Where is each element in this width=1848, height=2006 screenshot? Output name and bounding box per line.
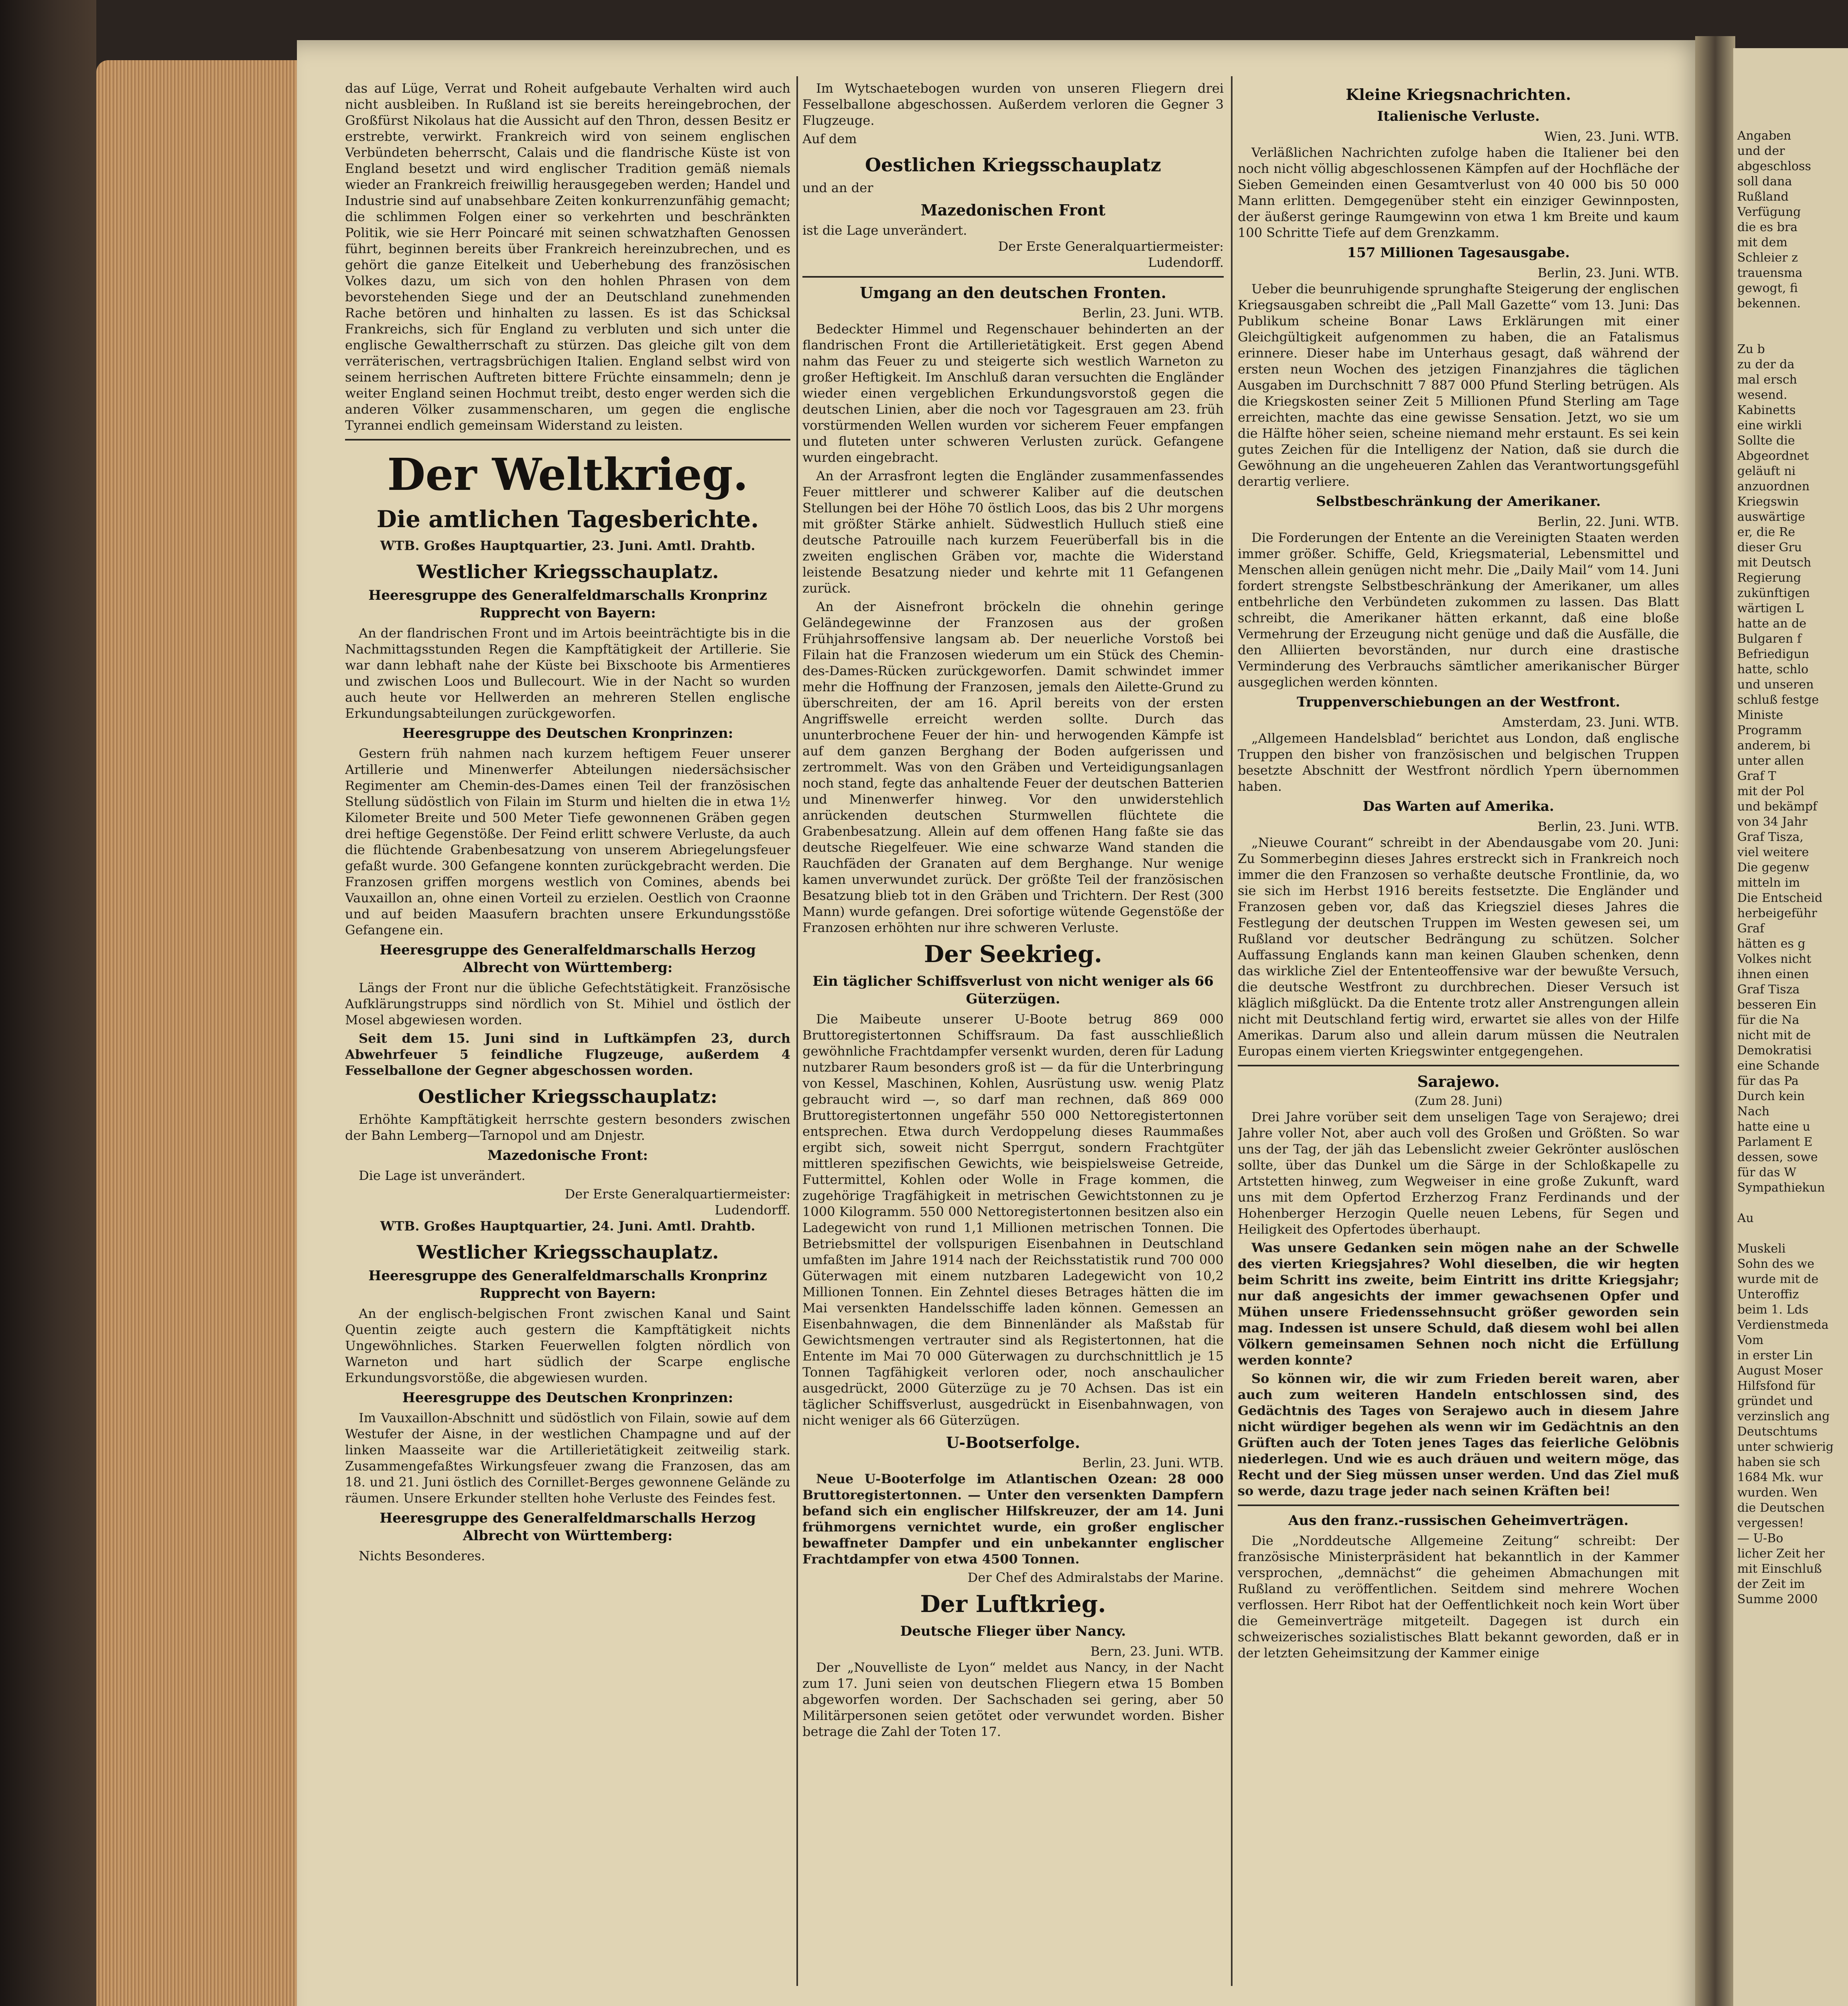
facing-page-line: nicht mit de bbox=[1737, 1028, 1811, 1042]
facing-page-line: wurden. Wen bbox=[1737, 1486, 1818, 1500]
facing-page-line: mitteln im bbox=[1737, 876, 1800, 890]
facing-page-line bbox=[1737, 327, 1834, 342]
report-paragraph: Längs der Front nur die übliche Gefechtstätigkeit. Französische Aufklärungstrupps sind nördlich von St. Mihiel und östlich der Mosel abgewiesen worden. bbox=[345, 980, 790, 1027]
report-paragraph: Im Wytschaetebogen wurden von unseren Fliegern drei Fesselballone abgeschossen. Außerdem verloren die Gegner 3 Flugzeuge. bbox=[802, 81, 1224, 128]
facing-page-line: in erster Lin bbox=[1737, 1348, 1813, 1362]
bold-report: Seit dem 15. Juni sind in Luftkämpfen 23, durch Abwehrfeuer 5 feindliche Flugzeuge, außerdem 4 Fesselballone der Gegner abgeschossen worden. bbox=[345, 1031, 790, 1078]
article-paragraph: Bedeckter Himmel und Regenschauer behinderten an der flandrischen Front die Artillerietätigkeit. Erst gegen Abend nahm das Feuer zu und steigerte sich westlich Warneton zu großer Heftigkeit. Im Anschluß daran versuchten die Engländer wieder einen vergeblichen Erkundungsvorstoß gegen die deutschen Linien, aber die noch vor Tagesgrauen am 23. früh vorstürmenden Wellen wurden vor sicherem Feuer empfangen und fluteten unter schweren Verlusten zurück. Gefangene wurden eingebracht. bbox=[802, 321, 1224, 465]
subheadline: Ein täglicher Schiffsverlust von nicht weniger als 66 Güterzügen. bbox=[812, 973, 1214, 1007]
facing-page-line: Durch kein bbox=[1737, 1089, 1805, 1103]
facing-page-line: Au bbox=[1737, 1211, 1754, 1225]
facing-page-line: die Deutschen bbox=[1737, 1501, 1825, 1515]
dateline: Bern, 23. Juni. WTB. bbox=[1090, 1644, 1224, 1659]
facing-page-line: Graf Tisza bbox=[1737, 983, 1800, 997]
headline-seekrieg: Der Seekrieg. bbox=[924, 940, 1103, 968]
article-paragraph: Drei Jahre vorüber seit dem unseligen Tage von Serajewo; drei Jahre voller Not, aber auch voll des Großen und Größten. So war uns der Tag, der jäh das Lebenslicht zweier Gekrönter auslöschen sollte, über das Dunkel um die Särge in der Schloßkapelle zu Artstetten hinweg, zum Wegweiser in eine große Zukunft, ward uns mit dem Opfertod Erzherzog Franz Ferdinands und der Hohenberger Herzogin Quelle neuen Lebens, für Segen und Heiligkeit des Opfertodes überhaupt. bbox=[1238, 1109, 1679, 1237]
army-group-heading: Heeresgruppe des Generalfeldmarschalls Herzog Albrecht von Württemberg: bbox=[380, 1510, 756, 1544]
facing-page-line: und der bbox=[1737, 144, 1785, 158]
article-heading: Italienische Verluste. bbox=[1377, 108, 1540, 124]
facing-page-line: wesend. bbox=[1737, 388, 1787, 402]
facing-page-line bbox=[1737, 1196, 1834, 1211]
facing-page-line: für das Pa bbox=[1737, 1074, 1799, 1088]
report-paragraph: Nichts Besonderes. bbox=[359, 1548, 485, 1563]
facing-page-line: Hilfsfond für bbox=[1737, 1379, 1815, 1393]
facing-page-line: hatte an de bbox=[1737, 617, 1807, 631]
facing-page-line: anderem, bi bbox=[1737, 739, 1811, 753]
facing-page-line: unter allen bbox=[1737, 754, 1804, 768]
facing-page-line: bekennen. bbox=[1737, 296, 1801, 311]
facing-page-line: August Moser bbox=[1737, 1364, 1823, 1378]
facing-page-line: Die gegenw bbox=[1737, 861, 1809, 875]
dateline: Wien, 23. Juni. WTB. bbox=[1544, 129, 1679, 144]
facing-page-line: er, die Re bbox=[1737, 525, 1795, 539]
facing-page-line: wurde mit de bbox=[1737, 1272, 1819, 1286]
dateline: WTB. Großes Hauptquartier, 23. Juni. Amtl. Drahtb. bbox=[380, 538, 755, 553]
facing-page-line bbox=[1737, 1226, 1834, 1241]
facing-page-line: verzinslich ang bbox=[1737, 1409, 1830, 1423]
article-subtitle: (Zum 28. Juni) bbox=[1414, 1094, 1503, 1108]
section-heading: Kleine Kriegsnachrichten. bbox=[1346, 85, 1571, 104]
facing-page-line: Bulgaren f bbox=[1737, 632, 1802, 646]
facing-page-line: ihnen einen bbox=[1737, 967, 1809, 981]
facing-page-line: licher Zeit her bbox=[1737, 1547, 1825, 1561]
facing-page-line: Kabinetts bbox=[1737, 403, 1796, 417]
signature-name: Ludendorff. bbox=[715, 1202, 790, 1218]
page-edges bbox=[96, 60, 297, 2006]
facing-page-line: und unseren bbox=[1737, 678, 1814, 692]
signature-name: Ludendorff. bbox=[1148, 255, 1224, 270]
text-line: und an der bbox=[802, 180, 873, 195]
facing-page-line: abgeschloss bbox=[1737, 159, 1811, 173]
article-paragraph: Ueber die beunruhigende sprunghafte Steigerung der englischen Kriegsausgaben schreibt die „Pall Mall Gazette“ vom 13. Juni: Das Publikum scheine Bonar Laws Erklärungen mit einer Gleichgültigkeit aufgenommen zu haben, die an Fatalismus erinnere. Dieser habe im Unterhaus gesagt, daß während der ersten neun Wochen des jetzigen Finanzjahres die täglichen Ausgaben im Durchschnitt 7 887 000 Pfund Sterling betrügen. Als die Kriegskosten seiner Zeit 5 Millionen Pfund Sterling am Tage erreichten, machte das eine gewisse Sensation. Jetzt, wo sie um die Hälfte höher seien, scheine niemand mehr erstaunt. Es sei kein gutes Zeichen für die Intelligenz der Nation, daß sie durch die Gewöhnung an die ungeheueren Zahlen das Verantwortungsgefühl derartig verliere. bbox=[1238, 281, 1679, 489]
facing-page-line: vergessen! bbox=[1737, 1516, 1804, 1530]
article-heading: 157 Millionen Tagesausgabe. bbox=[1347, 245, 1570, 261]
facing-page-line: Volkes nicht bbox=[1737, 952, 1811, 966]
facing-page-line: Graf T bbox=[1737, 769, 1776, 783]
facing-page-line: Ministe bbox=[1737, 708, 1783, 722]
facing-page-line: beim 1. Lds bbox=[1737, 1303, 1809, 1317]
signature-title: Der Erste Generalquartiermeister: bbox=[998, 239, 1224, 254]
front-heading: Mazedonischen Front bbox=[920, 201, 1106, 219]
divider bbox=[345, 439, 790, 441]
army-group-heading: Heeresgruppe des Deutschen Kronprinzen: bbox=[402, 1390, 733, 1406]
facing-page-line: Verfügung bbox=[1737, 205, 1801, 219]
facing-page-line: von 34 Jahr bbox=[1737, 815, 1808, 829]
dateline: Berlin, 23. Juni. WTB. bbox=[1537, 265, 1679, 280]
facing-page-line: eine Schande bbox=[1737, 1059, 1820, 1073]
facing-page-line: Sollte die bbox=[1737, 434, 1795, 448]
headline-weltkrieg: Der Weltkrieg. bbox=[387, 449, 748, 500]
report-paragraph: Gestern früh nahmen nach kurzem heftigem Feuer unserer Artillerie und Minenwerfer Abteilungen niedersächsischer Regimenter am Chemin-des-Dames einen Teil der französischen Stellung südöstlich von Filain im Sturm und hielten die in etwa 1½ Kilometer Breite und 500 Meter Tiefe gewonnenen Gräben gegen drei heftige Gegenstöße. Der Feind erlitt schwere Verluste, da auch die flüchtende Grabenbesatzung von unserem Abriegelungsfeuer gefaßt wurde. 300 Gefangene konnten zurückgebracht werden. Die Franzosen griffen morgens westlich von Comines, abends bei Vauxaillon an, ohne einen Vorteil zu erzielen. Oestlich von Craonne und auf beiden Maasufern brachten unsere Erkundungsstöße Gefangene ein. bbox=[345, 746, 790, 938]
front-heading: Mazedonische Front: bbox=[487, 1147, 648, 1163]
facing-page-line: zu der da bbox=[1737, 357, 1795, 372]
column-3 bbox=[1238, 80, 1679, 2006]
facing-page-line: schluß festge bbox=[1737, 693, 1819, 707]
facing-page-line: — U-Bo bbox=[1737, 1531, 1783, 1545]
facing-page-line: soll dana bbox=[1737, 175, 1792, 189]
facing-page-line: gründet und bbox=[1737, 1394, 1813, 1408]
article-paragraph: Die Forderungen der Entente an die Vereinigten Staaten werden immer größer. Schiffe, Geld, Kriegsmaterial, Lebensmittel und Menschen allein genügen nicht mehr. Die „Daily Mail“ vom 14. Juni fordert strengste Selbstbeschränkung der Amerikaner, um alles entbehrliche den Verbündeten zukommen zu lassen. Das Blatt schreibt, die Amerikaner hätten erkannt, daß eine bloße Vermehrung der Erzeugung nicht genüge und daß die Ausfälle, die den Alliierten bevorständen, nur durch eine drastische Verminderung des Verbrauchs sämtlicher amerikanischer Bürger ausgeglichen werden könnten. bbox=[1238, 530, 1679, 690]
facing-page-line: wärtigen L bbox=[1737, 601, 1804, 615]
article-heading: Aus den franz.-russischen Geheimverträgen. bbox=[1288, 1513, 1629, 1529]
army-group-heading: Heeresgruppe des Generalfeldmarschalls Herzog Albrecht von Württemberg: bbox=[380, 942, 756, 976]
article-paragraph: „Allgemeen Handelsblad“ berichtet aus London, daß englische Truppen den bisher von französischen und belgischen Truppen besetzte Abschnitt der Westfront nördlich Ypern übernommen haben. bbox=[1238, 731, 1679, 794]
column-rule bbox=[1231, 76, 1233, 1986]
facing-page-line: Verdienstmeda bbox=[1737, 1318, 1829, 1332]
facing-page-line: mit der Pol bbox=[1737, 784, 1805, 798]
section-heading: Westlicher Kriegsschauplatz. bbox=[416, 1241, 719, 1263]
facing-page-line: Die Entscheid bbox=[1737, 891, 1823, 905]
facing-page-line: Graf bbox=[1737, 922, 1765, 936]
facing-page-line: mit dem bbox=[1737, 236, 1788, 250]
facing-page-line: unter schwierig bbox=[1737, 1440, 1834, 1454]
report-paragraph: An der flandrischen Front und im Artois beeinträchtigte bis in die Nachmittagsstunden Regen die Kampftätigkeit der Artillerie. Sie war dann lebhaft nahe der Küste bei Bixschoote bis Armentieres und zwischen Loos und Bullecourt. Wie in der Nacht so wurden auch heute vor Hellwerden an mehreren Stellen englische Erkundungsabteilungen zurückgeworfen. bbox=[345, 625, 790, 721]
subheadline: Deutsche Flieger über Nancy. bbox=[900, 1623, 1126, 1639]
facing-page-line: 1684 Mk. wur bbox=[1737, 1470, 1823, 1484]
facing-page-line: der Zeit im bbox=[1737, 1577, 1805, 1591]
article-paragraph: Neue U-Booterfolge im Atlantischen Ozean: 28 000 Bruttoregistertonnen. — Unter den versenkten Dampfern befand sich ein englischer Hilfskreuzer, der am 14. Juni frühmorgens vernichtet wurde, ein großer englischer bewaffneter Dampfer und ein unbekannter englischer Frachtdampfer von etwa 4500 Tonnen. bbox=[802, 1471, 1224, 1567]
divider bbox=[802, 276, 1224, 278]
facing-page-line: haben sie sch bbox=[1737, 1455, 1820, 1469]
intro-paragraph: das auf Lüge, Verrat und Roheit aufgebaute Verhalten wird auch nicht ausbleiben. In Rußland ist sie bereits hereingebrochen, der Großfürst Nikolaus hat die Aussicht auf den Thron, dessen Besitz er erstrebte, verwirkt. Frankreich wird von seinem englischen Verbündeten beherrscht, Calais und die flandrische Küste ist von England besetzt und wird englischer Tradition gemäß niemals wieder an Frankreich freiwillig herausgegeben werden; Handel und Industrie sind auf unabsehbare Zeiten konkurrenzunfähig gemacht; die schlimmen Folgen einer so verkehrten und beschränkten Politik, wie sie Herr Poincaré mit seinen schwatzhaften Genossen führt, beginnen bereits über Frankreich hereinzubrechen, und es gehört die ganze Eitelkeit und Ueberhebung des französischen Volkes dazu, um sich von den hohlen Phrasen von dem bevorstehenden Siege und der an Deutschland zunehmenden Rache betören und hinhalten zu lassen. Es ist das Schicksal Frankreichs, sich für England zu verbluten und sich unter die englische Gewaltherrschaft zu stürzen. Das gleiche gilt von dem verräterischen, vertragsbrüchigen Italien. England selbst wird von seinem herrischen Auftreten bittere Früchte einsammeln; denn je weiter England seinen Hochmut treibt, desto enger werden sich die anderen Völker zusammenscharen, um gegen die englische Tyrannei endlich gemeinsam Widerstand zu leisten. bbox=[345, 81, 790, 433]
facing-page-line: Demokratisi bbox=[1737, 1044, 1812, 1058]
facing-page-line: für die Na bbox=[1737, 1013, 1799, 1027]
section-heading: Westlicher Kriegsschauplatz. bbox=[416, 561, 719, 583]
facing-page-line: Muskeli bbox=[1737, 1242, 1786, 1256]
article-paragraph: Die „Norddeutsche Allgemeine Zeitung“ schreibt: Der französische Ministerpräsident hat bekanntlich in der Kammer versprochen, „demnächst“ die geheimen Abmachungen mit Rußland zu veröffentlichen. Seitdem sind mehrere Wochen verflossen. Herr Ribot hat der Oeffentlichkeit noch kein Wort über die Gemeinverträge mitgeteilt. Dagegen ist durch ein schweizerisches sozialistisches Blatt bekannt geworden, daß er in der letzten Geheimsitzung der Kammer einige bbox=[1238, 1533, 1679, 1661]
report-paragraph: Im Vauxaillon-Abschnitt und südöstlich von Filain, sowie auf dem Westufer der Aisne, in der westlichen Champagne und auf der linken Maasseite war die Artillerietätigkeit zeitweilig stark. Zusammengefaßtes Wirkungsfeuer zwang die Franzosen, das am 18. und 21. Juni östlich des Cornillet-Berges gewonnene Gelände zu räumen. Unsere Erkunder stellten hohe Verluste des Feindes fest. bbox=[345, 1410, 790, 1506]
facing-page-line: Schleier z bbox=[1737, 251, 1798, 265]
dateline: WTB. Großes Hauptquartier, 24. Juni. Amtl. Drahtb. bbox=[380, 1218, 755, 1234]
army-group-heading: Heeresgruppe des Generalfeldmarschalls Kronprinz Rupprecht von Bayern: bbox=[368, 587, 767, 621]
article-paragraph: „Nieuwe Courant“ schreibt in der Abendausgabe vom 20. Juni: Zu Sommerbeginn dieses Jahres erstreckt sich in Frankreich noch immer die den Franzosen so verhaßte deutsche Frontlinie, da, wo sie sich im Herbst 1916 bereits festsetzte. Die Engländer und Franzosen geben vor, daß das Kriegsziel dieses Jahres die Festlegung der deutschen Truppen im Westen gewesen sei, um Rußland vor deutscher Bedrängung zu schützen. Solcher Auffassung Englands kann man keinen Glauben schenken, denn das wirkliche Ziel der Ententeoffensive war der bewußte Versuch, die deutsche Westfront zu durchbrechen. Dieser Versuch ist kläglich mißglückt. Da die Entente trotz aller Anstrengungen allein nicht mit Deutschland fertig wird, erwartet sie alles von der Hilfe Amerikas. Darum also und allein darum müssen die Neutralen Europas einem vierten Kriegswinter entgegengehen. bbox=[1238, 835, 1679, 1059]
facing-page-line: Sympathiekun bbox=[1737, 1181, 1825, 1195]
facing-page-line: geläuft ni bbox=[1737, 464, 1796, 478]
facing-page-line: die es bra bbox=[1737, 220, 1798, 234]
facing-page-line: hätten es g bbox=[1737, 937, 1805, 951]
facing-page-line: dessen, sowe bbox=[1737, 1150, 1818, 1164]
facing-page-line: anzuordnen bbox=[1737, 479, 1810, 493]
article-heading: Truppenverschiebungen an der Westfront. bbox=[1296, 694, 1621, 710]
facing-page-line: Befriedigun bbox=[1737, 647, 1809, 661]
army-group-heading: Heeresgruppe des Generalfeldmarschalls Kronprinz Rupprecht von Bayern: bbox=[368, 1268, 767, 1301]
article-paragraph: An der Aisnefront bröckeln die ohnehin geringe Geländegewinne der Franzosen aus der großen Frühjahrsoffensive langsam ab. Der neuerliche Vorstoß bei Filain hat die Franzosen wiederum um ein Stück des Chemin-des-Dames-Rücken zurückgeworfen. Damit schwindet immer mehr die Hoffnung der Franzosen, jemals den Ailette-Grund zu überschreiten, der am 16. April bereits von der ersten Angriffswelle erreicht werden sollte. Durch das ununterbrochene Feuer der hin- und herwogenden Kämpfe ist auf dem ganzen Berghang der Boden aufgerissen und zertrommelt. Was von den Gräben und Verteidigungsanlagen noch stand, fegte das anhaltende Feuer der deutschen Batterien und Minenwerfer hinweg. Vor den unwiderstehlich anrückenden deutschen Sturmwellen flüchtete die Grabenbesatzung. Allein auf dem offenen Hang faßte sie das deutsche Riegelfeuer. Wie eine schwarze Wand standen die Rauchfäden der Granaten auf dem Berghange. Nur wenige kamen unverwundet zurück. Der größte Teil der französischen Besatzung blieb tot in den Gräben und Trichtern. Der Rest (300 Mann) wurde gefangen. Drei sofortige wütende Gegenstöße der Franzosen erhöhten nur ihre schweren Verluste. bbox=[802, 599, 1224, 935]
facing-page-line: Summe 2000 bbox=[1737, 1592, 1818, 1606]
facing-page-line: eine wirkli bbox=[1737, 418, 1802, 432]
dateline: Berlin, 22. Juni. WTB. bbox=[1537, 514, 1679, 529]
facing-page-line: Programm bbox=[1737, 723, 1802, 737]
article-paragraph: Die Maibeute unserer U-Boote betrug 869 000 Bruttoregistertonnen Schiffsraum. Da fast ausschließlich gewöhnliche Frachtdampfer versenkt wurden, deren für Ladung nutzbarer Raum besonders groß ist — da für die Unterbringung von Kessel, Maschinen, Kohlen, Ausrüstung usw. wenig Platz gebraucht wird —, so darf man rechnen, daß 869 000 Bruttoregistertonnen ungefähr 550 000 Nettoregistertonnen entsprechen. Etwa durch Verdoppelung dieses Raummaßes ergibt sich, soweit nicht Sperrgut, sondern Frachtgüter mittleren spezifischen Gewichts, wie beispielsweise Getreide, Futtermittel, Kohlen oder Wolle in Frage kommen, die zugehörige Tragfähigkeit in metrischen Gewichtstonnen zu je 1000 Kilogramm. 550 000 Nettoregistertonnen besitzen also ein Ladegewicht von rund 1,1 Millionen metrischen Tonnen. Die Betriebsmittel der vollspurigen Eisenbahnen in Deutschland umfaßten im Jahre 1914 nach der Reichsstatistik rund 700 000 Güterwagen mit einem nutzbaren Ladegewicht von 10,2 Millionen Tonnen. Ein Zehntel dieses Betrages hätten die im Mai versenkten Handelsschiffe laden können. Gemessen an Eisenbahnwagen, die dem Binnenländer als Maßstab für Gewichtsmengen vertrauter sind als Registertonnen, hat die Entente im Mai 70 000 Güterwagen zu durchschnittlich je 15 Tonnen Tagfähigkeit verloren oder, noch anschaulicher ausgedrückt, 2000 Güterzüge zu je 70 Achsen. Das ist ein täglicher Schiffsverlust, ausgedrückt in Eisenbahnwagen, von nicht weniger als 66 Güterzügen. bbox=[802, 1011, 1224, 1428]
signature: Der Chef des Admiralstabs der Marine. bbox=[967, 1570, 1224, 1585]
headline-luftkrieg: Der Luftkrieg. bbox=[920, 1590, 1106, 1618]
article-paragraph: Was unsere Gedanken sein mögen nahe an der Schwelle des vierten Kriegsjahres? Wohl dieselben, die wir hegten beim Schritt ins zweite, beim Eintritt ins dritte Kriegsjahr; nur daß angesichts der immer gewachsenen Opfer und Mühen unsere Friedenssehnsucht größer geworden sein mag. Indessen ist unsere Schuld, daß diesem wohl bei allen Völkern gemeinsamen Sehnen noch nicht die Erfüllung werden konnte? bbox=[1238, 1240, 1679, 1368]
facing-page-line: Vom bbox=[1737, 1333, 1764, 1347]
report-paragraph: Die Lage ist unverändert. bbox=[359, 1168, 526, 1183]
facing-page-line: mit Einschluß bbox=[1737, 1562, 1822, 1576]
facing-page-line: dieser Gru bbox=[1737, 540, 1802, 554]
facing-page-text bbox=[1737, 128, 1834, 1607]
facing-page-line: besseren Ein bbox=[1737, 998, 1817, 1012]
divider bbox=[1238, 1065, 1679, 1066]
text-line: ist die Lage unverändert. bbox=[802, 223, 967, 238]
facing-page-line: auswärtige bbox=[1737, 510, 1805, 524]
dateline: Berlin, 23. Juni. WTB. bbox=[1082, 305, 1224, 321]
facing-page-line: Regierung bbox=[1737, 571, 1801, 585]
facing-page bbox=[1733, 48, 1848, 2006]
article-heading: Selbstbeschränkung der Amerikaner. bbox=[1316, 493, 1601, 510]
facing-page-line: zukünftigen bbox=[1737, 586, 1810, 600]
facing-page-line: Deutschtums bbox=[1737, 1425, 1818, 1439]
article-heading: U-Bootserfolge. bbox=[946, 1433, 1080, 1452]
article-heading: Das Warten auf Amerika. bbox=[1363, 798, 1554, 814]
section-heading: Oestlicher Kriegsschauplatz: bbox=[418, 1086, 717, 1107]
text-line: Auf dem bbox=[802, 131, 857, 146]
book-gutter bbox=[1695, 36, 1735, 2006]
dateline: Berlin, 23. Juni. WTB. bbox=[1082, 1455, 1224, 1470]
column-2 bbox=[802, 80, 1224, 2006]
book-spine bbox=[0, 0, 96, 2006]
facing-page-line: Rußland bbox=[1737, 190, 1789, 204]
facing-page-line: Sohn des we bbox=[1737, 1257, 1815, 1271]
report-paragraph: Erhöhte Kampftätigkeit herrschte gestern besonders zwischen der Bahn Lemberg—Tarnopol und am Dnjestr. bbox=[345, 1112, 790, 1143]
facing-page-line: gewogt, fi bbox=[1737, 281, 1798, 295]
section-heading: Oestlichen Kriegsschauplatz bbox=[865, 154, 1162, 176]
army-group-heading: Heeresgruppe des Deutschen Kronprinzen: bbox=[402, 725, 733, 741]
facing-page-line: und bekämpf bbox=[1737, 800, 1818, 814]
facing-page-line: Parlament E bbox=[1737, 1135, 1813, 1149]
divider bbox=[1238, 1504, 1679, 1506]
facing-page-line: hatte, schlo bbox=[1737, 662, 1809, 676]
facing-page-line: Angaben bbox=[1737, 129, 1791, 143]
facing-page-line: hatte eine u bbox=[1737, 1120, 1810, 1134]
facing-page-line: Graf Tisza, bbox=[1737, 830, 1804, 844]
article-paragraph: Verläßlichen Nachrichten zufolge haben die Italiener bei den noch nicht völlig abgeschlossenen Kämpfen auf der Hochfläche der Sieben Gemeinden einen Gesamtverlust von 40 000 bis 50 000 Mann erlitten. Demgegenüber steht ein einziger Gewinnposten, der äußerst geringe Raumgewinn von etwa 1 km Breite und kaum 100 Schritte Tiefe auf dem Grenzkamm. bbox=[1238, 145, 1679, 240]
facing-page-line: für das W bbox=[1737, 1165, 1797, 1180]
facing-page-line: viel weitere bbox=[1737, 845, 1809, 859]
article-paragraph: So können wir, die wir zum Frieden bereit waren, aber auch zum weiteren Handeln entschlossen sind, des Gedächtnis des Tages von Serajewo auch in diesem Jahre nicht würdiger begehen als wenn wir im Gedächtnis an den Grüften auch der Toten jenes Tages das feierliche Gelöbnis niederlegen. Und wie es auch dräuen und weitern möge, das Recht und der Sieg müssen unser werden. Und das Ziel muß so werde, dazu trage jeder nach seinen Kräften bei! bbox=[1238, 1371, 1679, 1498]
column-rule bbox=[796, 76, 798, 1986]
subheadline-tagesberichte: Die amtlichen Tagesberichte. bbox=[376, 506, 759, 533]
facing-page-line: Nach bbox=[1737, 1105, 1770, 1119]
dateline: Amsterdam, 23. Juni. WTB. bbox=[1502, 715, 1679, 730]
article-heading: Umgang an den deutschen Fronten. bbox=[859, 284, 1167, 302]
dateline: Berlin, 23. Juni. WTB. bbox=[1537, 819, 1679, 834]
facing-page-line: Zu b bbox=[1737, 342, 1765, 356]
facing-page-line: Unteroffiz bbox=[1737, 1287, 1799, 1301]
facing-page-line bbox=[1737, 311, 1834, 327]
facing-page-line: Abgeordnet bbox=[1737, 449, 1809, 463]
article-heading: Sarajewo. bbox=[1417, 1072, 1500, 1090]
article-paragraph: Der „Nouvelliste de Lyon“ meldet aus Nancy, in der Nacht zum 17. Juni seien von deutschen Fliegern etwa 15 Bomben abgeworfen worden. Der Sachschaden sei gering, aber 50 Militärpersonen seien getötet oder verwundet worden. Bisher betrage die Zahl der Toten 17. bbox=[802, 1660, 1224, 1739]
facing-page-line: mit Deutsch bbox=[1737, 556, 1811, 570]
facing-page-line: trauensma bbox=[1737, 266, 1803, 280]
facing-page-line: mal ersch bbox=[1737, 373, 1797, 387]
facing-page-line: herbeigeführ bbox=[1737, 906, 1818, 920]
article-paragraph: An der Arrasfront legten die Engländer zusammenfassendes Feuer mittlerer und schwerer Kaliber auf die deutschen Stellungen bei der Höhe 70 östlich Loos, das bis 2 Uhr morgens mit größter Stärke anhielt. Südwestlich Hulluch stieß eine deutsche Patrouille nach kurzem Feuerüberfall bis in die zweiten englischen Gräben vor, machte die Widerstand leistende Besatzung nieder und kehrte mit 11 Gefangenen zurück. bbox=[802, 468, 1224, 596]
column-1 bbox=[345, 80, 790, 2006]
signature-title: Der Erste Generalquartiermeister: bbox=[565, 1186, 790, 1202]
facing-page-line: Kriegswin bbox=[1737, 495, 1799, 509]
report-paragraph: An der englisch-belgischen Front zwischen Kanal und Saint Quentin zeigte auch gestern die Kampftätigkeit nichts Ungewöhnliches. Starken Feuerwellen folgten nördlich von Warneton und hart südlich der Scarpe englische Erkundungsvorstöße, die abgewiesen wurden. bbox=[345, 1306, 790, 1385]
